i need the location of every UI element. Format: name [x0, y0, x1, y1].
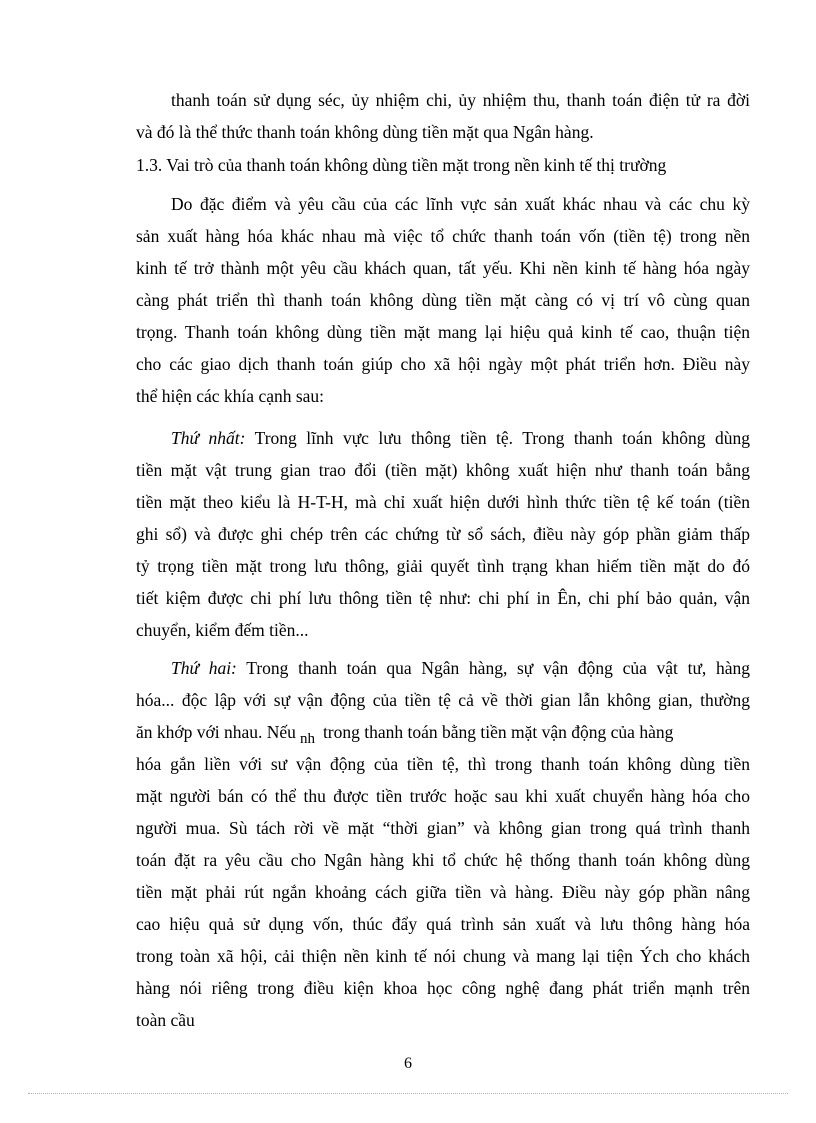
text-line: càng phát triển thì thanh toán không dùng tiền mặt càng có vị trí vô cùng quan [136, 290, 750, 310]
text-line: tiền mặt vật trung gian trao đổi (tiền mặt) không xuất hiện như thanh toán bằng [136, 460, 750, 480]
page-number: 6 [404, 1055, 412, 1072]
text-line [136, 422, 750, 454]
second-label: Thứ hai: [171, 658, 237, 678]
text-line: trọng. Thanh toán không dùng tiền mặt mang lại hiệu quả kinh tế cao, thuận tiện [136, 322, 750, 342]
paragraph-first [136, 422, 750, 646]
text-line: thể hiện các khía cạnh sau: [136, 386, 325, 406]
paragraph-continuation [136, 84, 750, 148]
text-line: Do đặc điểm và yêu cầu của các lĩnh vực sản xuất khác nhau và các chu kỳ [171, 194, 750, 214]
text-fragment: trong thanh toán bằng tiền mặt vận động của hàng [322, 722, 674, 742]
text-line: tiền mặt phải rút ngắn khoảng cách giữa tiền và hàng. Điều này góp phần nâng [136, 882, 750, 902]
text-fragment: ăn khớp với nhau. Nếu [136, 722, 296, 742]
text-fragment: Trong thanh toán qua Ngân hàng, sự vận động của vật tư, hàng [246, 658, 750, 678]
text-line: tiền mặt theo kiểu là H-T-H, mà chỉ xuất hiện dưới hình thức tiền tệ kế toán (tiền [136, 492, 750, 512]
text-line: hóa... độc lập với sự vận động của tiền tệ cả về thời gian lẫn không gian, thường [136, 690, 750, 710]
section-heading-text: 1.3. Vai trò của thanh toán không dùng tiền mặt trong nền kinh tế thị trường [136, 155, 667, 175]
text-line: hàng nói riêng trong điều kiện khoa học công nghệ đang phát triển mạnh trên [136, 978, 750, 998]
text-line: cho các giao dịch thanh toán giúp cho xã hội ngày một phát triển hơn. Điều này [136, 354, 750, 374]
text-line: trong toàn xã hội, cải thiện nền kinh tế nói chung và mang lại tiện Ých cho khách [136, 946, 750, 966]
paragraph-second [136, 652, 750, 1036]
text-line: hóa gắn liền với sư vận động của tiền tệ, thì trong thanh toán không dùng tiền [136, 754, 750, 774]
text-line: kinh tế trở thành một yêu cầu khách quan, tất yếu. Khi nền kinh tế hàng hóa ngày [136, 258, 750, 278]
text-line: mặt người bán có thể thu được tiền trước hoặc sau khi xuất chuyển hàng hóa cho [136, 786, 750, 806]
text-line: thanh toán sử dụng séc, ủy nhiệm chi, ủy nhiệm thu, thanh toán điện tử ra đời [171, 90, 750, 110]
text-line: cao hiệu quả sử dụng vốn, thúc đẩy quá trình sản xuất và lưu thông hàng hóa [136, 914, 750, 934]
first-label: Thứ nhất: [171, 428, 246, 448]
section-heading [136, 149, 750, 181]
text-line [136, 716, 750, 748]
text-line: và đó là thể thức thanh toán không dùng tiền mặt qua Ngân hàng. [136, 122, 594, 142]
text-line: tỷ trọng tiền mặt trong lưu thông, giải quyết tình trạng khan hiếm tiền mặt do đó [136, 556, 750, 576]
text-fragment: Trong lĩnh vực lưu thông tiền tệ. Trong thanh toán không dùng [254, 428, 751, 448]
text-line: sản xuất hàng hóa khác nhau mà việc tổ chức thanh toán vốn (tiền tệ) trong nền [136, 226, 750, 246]
page-bottom-divider [28, 1093, 788, 1094]
text-line: ghi sổ) và được ghi chép trên các chứng từ sổ sách, điều này góp phần giảm thấp [136, 524, 750, 544]
text-line: tiết kiệm được chi phí lưu thông tiền tệ như: chi phí in Ên, chi phí bảo quản, vận [136, 588, 750, 608]
text-line [136, 652, 750, 684]
paragraph-intro [136, 188, 750, 412]
text-line: người mua. Sù tách rời về mặt “thời gian” và không gian trong quá trình thanh [136, 818, 750, 838]
stray-text: nh [299, 731, 315, 747]
text-line: chuyển, kiểm đếm tiền... [136, 620, 309, 640]
text-line: toán đặt ra yêu cầu cho Ngân hàng khi tổ chức hệ thống thanh toán không dùng [136, 850, 750, 870]
text-line: toàn cầu [136, 1010, 195, 1030]
